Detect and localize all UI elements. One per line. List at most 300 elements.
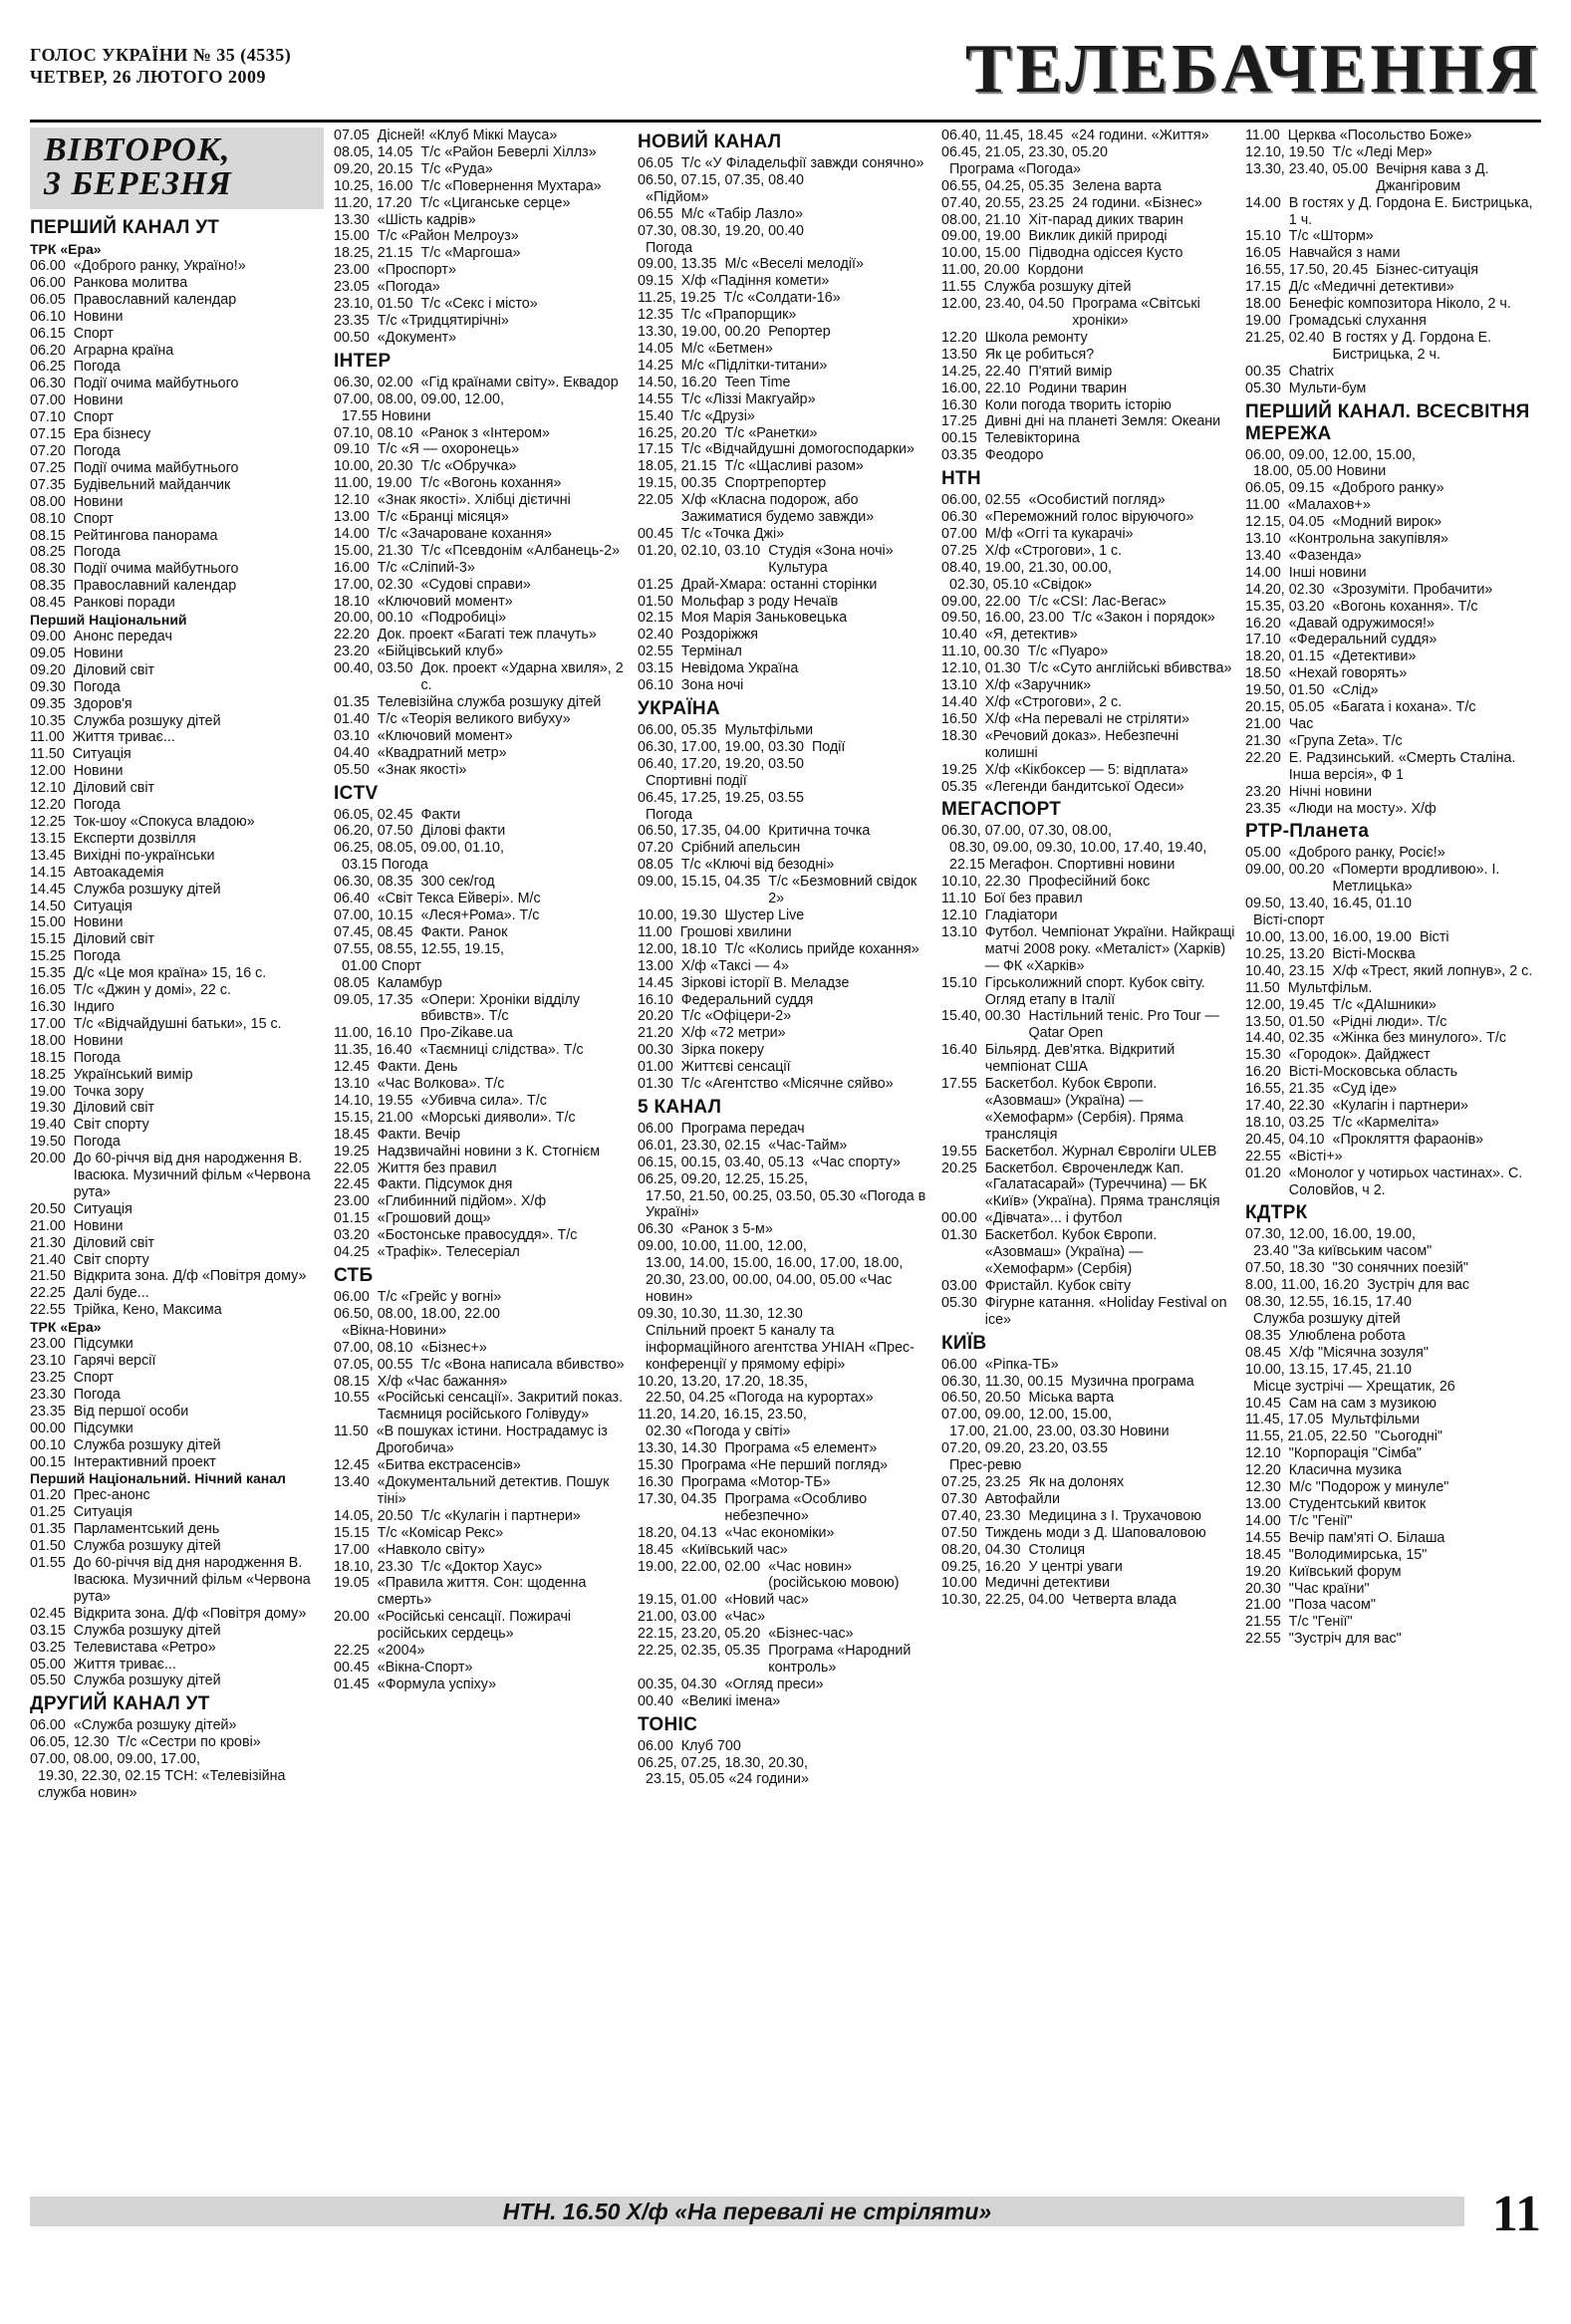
channel-heading: ІНТЕР bbox=[334, 350, 392, 372]
programme-title: 08.30, 09.00, 09.30, 10.00, 17.40, 19.40, 22.15 Мегафон. Спортивні новини bbox=[949, 840, 1207, 874]
channel-heading: ДРУГИЙ КАНАЛ УТ bbox=[30, 1693, 210, 1715]
schedule-time: 13.50 bbox=[941, 346, 977, 363]
schedule-entry bbox=[1245, 1631, 1539, 1648]
schedule-entry bbox=[1245, 463, 1539, 480]
schedule-entry bbox=[334, 279, 628, 296]
schedule-time: 07.20 bbox=[638, 840, 673, 857]
schedule-entry bbox=[941, 874, 1235, 891]
schedule-entry bbox=[638, 1771, 931, 1788]
schedule-entry bbox=[941, 364, 1235, 381]
programme-title: Настільний теніс. Pro Tour — Qatar Open bbox=[1028, 1008, 1219, 1042]
schedule-time: 09.20 bbox=[30, 661, 66, 678]
schedule-time: 09.00, 15.15, 04.35 bbox=[638, 874, 761, 891]
schedule-entry bbox=[941, 195, 1235, 212]
schedule-entry bbox=[30, 1404, 324, 1420]
programme-title: Футбол. Чемпіонат України. Найкращі матчі 2008 року. «Металіст» (Харків) — ФК «Харків» bbox=[984, 923, 1235, 974]
schedule-time: 23.35 bbox=[1245, 800, 1281, 817]
schedule-entry bbox=[638, 975, 931, 992]
promo-text: НТН. 16.50 Х/ф «На перевалі не стріляти» bbox=[502, 2198, 992, 2224]
schedule-time: 06.50, 08.00, 18.00, 22.00 bbox=[334, 1305, 500, 1322]
schedule-time: 8.00, 11.00, 16.20 bbox=[1245, 1277, 1360, 1294]
channel-heading: УКРАЇНА bbox=[638, 698, 720, 719]
schedule-entry bbox=[941, 1508, 1235, 1525]
schedule-entry bbox=[30, 1717, 324, 1734]
schedule-time: 06.10 bbox=[638, 677, 673, 694]
programme-title: Т/с «Закон і порядок» bbox=[1072, 610, 1215, 627]
programme-title: Діловий світ bbox=[73, 1234, 155, 1251]
programme-title: «Російські сенсації». Закритий показ. Таємниця російського Голівуду» bbox=[377, 1390, 624, 1423]
programme-title: «Вісті+» bbox=[1288, 1148, 1343, 1164]
programme-title: Парламентський день bbox=[73, 1521, 220, 1538]
schedule-entry bbox=[941, 509, 1235, 526]
programme-title: Вихідні по-українськи bbox=[73, 847, 215, 864]
schedule-time: 12.45 bbox=[334, 1457, 370, 1474]
schedule-entry bbox=[334, 458, 628, 475]
schedule-time: 20.25 bbox=[941, 1160, 977, 1176]
programme-title: Т/с «Маргоша» bbox=[420, 245, 521, 262]
schedule-entry bbox=[334, 1357, 628, 1374]
schedule-time: 11.55, 21.05, 22.50 bbox=[1245, 1428, 1368, 1445]
schedule-entry bbox=[1245, 1379, 1539, 1396]
programme-title: "Поза часом" bbox=[1288, 1597, 1376, 1614]
schedule-time: 01.40 bbox=[334, 710, 370, 727]
schedule-time: 11.35, 16.40 bbox=[334, 1042, 412, 1059]
schedule-entry bbox=[334, 644, 628, 660]
schedule-entry bbox=[638, 924, 931, 941]
programme-title: Мольфар з роду Нечаїв bbox=[680, 593, 839, 610]
schedule-time: 09.00, 13.35 bbox=[638, 256, 717, 273]
programme-title: Гірськолижний спорт. Кубок світу. Огляд етапу в Італії bbox=[984, 974, 1205, 1008]
schedule-time: 19.15, 00.35 bbox=[638, 475, 717, 492]
schedule-entry bbox=[1245, 1149, 1539, 1165]
programme-title bbox=[1424, 1226, 1539, 1243]
programme-title: «Знак якості». Хлібці дієтичні bbox=[377, 492, 571, 509]
programme-title: Служба розшуку дітей bbox=[73, 881, 221, 898]
schedule-time: 06.00, 02.55 bbox=[941, 492, 1021, 509]
schedule-time: 10.30, 22.25, 04.00 bbox=[941, 1592, 1065, 1609]
schedule-entry bbox=[941, 144, 1235, 161]
schedule-entry bbox=[638, 1457, 931, 1474]
schedule-entry bbox=[941, 660, 1235, 677]
schedule-time: 15.15, 21.00 bbox=[334, 1109, 413, 1126]
schedule-time: 06.00 bbox=[638, 1120, 673, 1137]
schedule-entry bbox=[30, 528, 324, 545]
programme-title: Більярд. Дев'ятка. Відкритий чемпіонат США bbox=[984, 1042, 1176, 1076]
programme-title: Новини bbox=[73, 392, 124, 409]
schedule-entry bbox=[334, 441, 628, 458]
schedule-entry bbox=[334, 694, 628, 711]
schedule-time bbox=[638, 1771, 646, 1788]
programme-title: Служба розшуку дітей bbox=[983, 279, 1132, 296]
programme-title: Телевікторина bbox=[984, 430, 1080, 447]
schedule-entry bbox=[638, 290, 931, 307]
schedule-time: 16.40 bbox=[941, 1042, 977, 1059]
schedule-entry bbox=[941, 178, 1235, 195]
schedule-entry bbox=[1245, 616, 1539, 633]
schedule-entry bbox=[1245, 1081, 1539, 1098]
schedule-entry bbox=[334, 526, 628, 543]
programme-title: «Знак якості» bbox=[377, 761, 467, 778]
schedule-entry bbox=[941, 413, 1235, 430]
programme-title: Погода bbox=[73, 948, 121, 965]
schedule-entry bbox=[1245, 682, 1539, 699]
schedule-entry bbox=[30, 494, 324, 511]
programme-title: «Доброго ранку, Україно!» bbox=[73, 258, 246, 274]
programme-title: Т/с «Пуаро» bbox=[1027, 644, 1109, 660]
schedule-time: 01.00 bbox=[638, 1059, 673, 1076]
schedule-time: 00.15 bbox=[30, 1453, 66, 1470]
schedule-entry bbox=[638, 441, 931, 458]
schedule-entry bbox=[1245, 531, 1539, 548]
schedule-entry bbox=[941, 1374, 1235, 1391]
programme-title: «Леся+Рома». Т/с bbox=[420, 906, 540, 923]
programme-title: 23.40 "За київським часом" bbox=[1253, 1243, 1433, 1260]
programme-title: Т/с «Теорія великого вибуху» bbox=[377, 710, 571, 727]
channel-heading: НТН bbox=[941, 468, 981, 490]
schedule-time: 21.00, 03.00 bbox=[638, 1609, 717, 1626]
schedule-time: 06.45, 17.25, 19.25, 03.55 bbox=[638, 789, 804, 806]
programme-title: Служба розшуку дітей bbox=[73, 1673, 221, 1689]
schedule-time: 06.00 bbox=[941, 1356, 977, 1373]
schedule-entry bbox=[30, 1353, 324, 1370]
schedule-time: 18.50 bbox=[1245, 665, 1281, 682]
schedule-time: 15.15 bbox=[334, 1524, 370, 1541]
schedule-time bbox=[941, 840, 949, 874]
schedule-entry bbox=[334, 1423, 628, 1457]
schedule-entry bbox=[638, 1542, 931, 1559]
schedule-entry bbox=[30, 899, 324, 915]
schedule-time: 18.00 bbox=[30, 1032, 66, 1049]
schedule-entry bbox=[941, 711, 1235, 728]
programme-title: Погода bbox=[646, 806, 693, 823]
schedule-time bbox=[638, 240, 646, 257]
programme-title: Родини тварин bbox=[1028, 380, 1127, 396]
schedule-entry bbox=[334, 228, 628, 245]
programme-title: М/с «Табір Лазло» bbox=[680, 205, 804, 222]
programme-title: Коли погода творить історію bbox=[984, 396, 1172, 413]
programme-title: «Зрозуміти. Пробачити» bbox=[1332, 581, 1493, 598]
schedule-entry bbox=[334, 728, 628, 745]
schedule-entry bbox=[334, 924, 628, 941]
schedule-time: 07.00, 08.00, 09.00, 12.00, bbox=[334, 390, 504, 407]
programme-title: Т/с «Суто англійські вбивства» bbox=[1028, 660, 1232, 677]
schedule-entry bbox=[334, 660, 628, 694]
schedule-entry bbox=[1245, 1479, 1539, 1496]
schedule-time: 07.05, 00.55 bbox=[334, 1356, 413, 1373]
schedule-entry bbox=[941, 212, 1235, 229]
programme-title: «Контрольна закупівля» bbox=[1288, 531, 1448, 548]
schedule-time: 16.30 bbox=[638, 1473, 673, 1490]
sub-channel-label: Перший Національний bbox=[30, 612, 187, 629]
programme-title: Служба розшуку дітей bbox=[73, 1622, 221, 1639]
programme-title: «Час Волкова». Т/с bbox=[377, 1076, 505, 1093]
schedule-entry bbox=[30, 948, 324, 965]
schedule-entry bbox=[334, 807, 628, 824]
programme-title: «Фазенда» bbox=[1288, 547, 1362, 564]
schedule-time: 20.30 bbox=[1245, 1580, 1281, 1597]
schedule-time: 11.00, 20.00 bbox=[941, 262, 1020, 279]
schedule-entry bbox=[30, 831, 324, 848]
schedule-time: 18.15 bbox=[30, 1049, 66, 1066]
schedule-time: 19.30 bbox=[30, 1100, 66, 1117]
programme-title: «Час спорту» bbox=[811, 1154, 901, 1170]
programme-title: Індиго bbox=[73, 998, 115, 1015]
schedule-time: 16.55, 21.35 bbox=[1245, 1081, 1325, 1098]
schedule-entry bbox=[30, 1751, 324, 1768]
schedule-entry bbox=[334, 975, 628, 992]
schedule-time: 21.00 bbox=[30, 1217, 66, 1234]
schedule-entry bbox=[1245, 1328, 1539, 1345]
schedule-entry bbox=[30, 1487, 324, 1504]
programme-title: «Рідні люди». Т/с bbox=[1332, 1013, 1447, 1030]
schedule-entry bbox=[941, 1474, 1235, 1491]
header-divider bbox=[30, 120, 1541, 123]
programme-title: Т/с «Псевдонім «Албанець-2» bbox=[420, 542, 621, 559]
programme-title: Мультфільм. bbox=[1287, 979, 1373, 996]
programme-title bbox=[512, 391, 628, 408]
programme-title: Х/ф «Падіння комети» bbox=[680, 273, 830, 290]
schedule-time: 07.30, 12.00, 16.00, 19.00, bbox=[1245, 1226, 1416, 1243]
schedule-time: 01.30 bbox=[941, 1227, 977, 1244]
schedule-entry bbox=[941, 279, 1235, 296]
schedule-time: 15.10 bbox=[941, 974, 977, 991]
schedule-time: 11.50 bbox=[334, 1423, 369, 1440]
schedule-entry bbox=[30, 460, 324, 477]
programme-title: Четверта влада bbox=[1072, 1592, 1177, 1609]
programme-title: Т/с «Колись прийде кохання» bbox=[724, 940, 919, 957]
programme-title: «Подробиці» bbox=[420, 610, 507, 627]
schedule-time: 06.00 bbox=[30, 258, 66, 274]
programme-title: Т/с «Сліпий-3» bbox=[377, 559, 475, 576]
issue-date: ЧЕТВЕР, 26 ЛЮТОГО 2009 bbox=[30, 67, 266, 87]
schedule-time bbox=[334, 408, 342, 425]
schedule-time bbox=[1245, 463, 1253, 480]
programme-title: Як на долонях bbox=[1028, 1473, 1125, 1490]
schedule-entry bbox=[334, 1677, 628, 1693]
programme-title: Х/ф «На перевалі не стріляти» bbox=[984, 710, 1189, 727]
programme-title: «Слід» bbox=[1332, 682, 1379, 699]
schedule-entry bbox=[1245, 1294, 1539, 1311]
schedule-entry bbox=[30, 1016, 324, 1033]
schedule-entry bbox=[30, 1606, 324, 1623]
schedule-time: 06.40 bbox=[334, 891, 370, 907]
programme-title: Т/с «Руда» bbox=[420, 160, 493, 177]
schedule-entry bbox=[1245, 1098, 1539, 1115]
programme-title: Т/с «Зачароване кохання» bbox=[377, 525, 552, 542]
schedule-entry bbox=[1245, 1014, 1539, 1031]
schedule-time: 19.00 bbox=[30, 1083, 66, 1100]
programme-title: Погода bbox=[73, 678, 121, 695]
schedule-time: 10.00, 15.00 bbox=[941, 245, 1021, 262]
schedule-entry bbox=[334, 1323, 628, 1340]
schedule-time: 07.30, 08.30, 19.20, 00.40 bbox=[638, 222, 804, 239]
schedule-time: 13.00 bbox=[334, 509, 370, 526]
schedule-time: 03.15 bbox=[638, 660, 673, 677]
programme-title: Бізнес-ситуація bbox=[1376, 262, 1478, 279]
programme-title: Факти. Підсумок дня bbox=[377, 1176, 513, 1193]
schedule-time: 06.00 bbox=[638, 1737, 673, 1754]
schedule-entry bbox=[941, 1278, 1235, 1295]
programme-title: Життя триває... bbox=[72, 729, 175, 746]
programme-title: Програма передач bbox=[680, 1120, 805, 1137]
schedule-time bbox=[334, 958, 342, 975]
schedule-time: 04.25 bbox=[334, 1244, 370, 1261]
schedule-entry bbox=[334, 840, 628, 857]
schedule-time: 11.10 bbox=[941, 891, 976, 907]
programme-title: Т/с «Відчайдушні батьки», 15 с. bbox=[73, 1015, 282, 1032]
programme-title: Будівельний майданчик bbox=[73, 476, 231, 493]
schedule-entry bbox=[334, 1474, 628, 1508]
programme-title: Х/ф «Кікбоксер — 5: відплата» bbox=[984, 761, 1188, 778]
schedule-time: 10.40, 23.15 bbox=[1245, 962, 1325, 979]
programme-title: Зустріч для вас bbox=[1367, 1277, 1470, 1294]
programme-title: Т/с «Район Мелроуз» bbox=[377, 228, 519, 245]
programme-title: Події очима майбутнього bbox=[73, 459, 239, 476]
schedule-time: 16.55, 17.50, 20.45 bbox=[1245, 262, 1369, 279]
schedule-entry bbox=[334, 1542, 628, 1559]
programme-title: Т/с «Кулагін і партнери» bbox=[420, 1507, 581, 1524]
schedule-time: 17.00 bbox=[334, 1541, 370, 1558]
programme-title: Програма «Погода» bbox=[949, 160, 1082, 177]
schedule-entry bbox=[1245, 548, 1539, 565]
programme-title: «Битва екстрасенсів» bbox=[377, 1457, 521, 1474]
schedule-entry bbox=[334, 1289, 628, 1306]
schedule-entry bbox=[1245, 1412, 1539, 1428]
programme-title: Баскетбол. Кубок Європи. «Азовмаш» (Україна) — «Хемофарм» (Сербія). Пряма трансляція bbox=[984, 1076, 1183, 1143]
programme-title: Док. проект «Ударна хвиля», 2 с. bbox=[420, 660, 624, 694]
schedule-entry bbox=[1245, 262, 1539, 279]
programme-title: Погода bbox=[73, 1049, 121, 1066]
schedule-time: 08.00 bbox=[30, 493, 66, 510]
schedule-time: 12.00, 19.45 bbox=[1245, 996, 1325, 1013]
programme-title: Події очима майбутнього bbox=[73, 561, 239, 578]
schedule-entry bbox=[334, 874, 628, 891]
programme-title: «Дівчата»... і футбол bbox=[984, 1210, 1123, 1227]
schedule-time: 09.30 bbox=[30, 678, 66, 695]
schedule-time bbox=[1245, 1311, 1253, 1328]
programme-title: Кордони bbox=[1027, 262, 1084, 279]
programme-title: Час bbox=[1288, 716, 1314, 732]
programme-title: Автофайли bbox=[984, 1490, 1060, 1507]
schedule-time: 12.10 bbox=[30, 780, 66, 797]
schedule-time: 18.00 bbox=[1245, 296, 1281, 313]
schedule-time: 06.15 bbox=[30, 325, 66, 342]
schedule-time: 06.40, 11.45, 18.45 bbox=[941, 128, 1064, 143]
schedule-time: 08.40, 19.00, 21.30, 00.00, bbox=[941, 559, 1112, 576]
schedule-entry bbox=[638, 1407, 931, 1423]
schedule-time: 11.20, 14.20, 16.15, 23.50, bbox=[638, 1407, 807, 1423]
programme-title: «Вогонь кохання». Т/с bbox=[1332, 598, 1478, 615]
programme-title: Відкрита зона. Д/ф «Повітря дому» bbox=[73, 1268, 307, 1285]
schedule-entry bbox=[334, 1176, 628, 1193]
schedule-time: 06.30, 07.00, 07.30, 08.00, bbox=[941, 823, 1112, 840]
programme-title: Грошові хвилини bbox=[679, 923, 792, 940]
schedule-entry bbox=[941, 1423, 1235, 1440]
schedule-time: 17.15 bbox=[1245, 279, 1281, 296]
schedule-time: 09.00, 00.20 bbox=[1245, 862, 1325, 879]
schedule-entry bbox=[941, 627, 1235, 644]
programme-title: «Ключовий момент» bbox=[377, 727, 513, 744]
schedule-entry bbox=[638, 256, 931, 273]
schedule-entry bbox=[1245, 1226, 1539, 1243]
programme-title: Т/с «Щасливі разом» bbox=[724, 458, 864, 475]
programme-title: 23.15, 05.05 «24 години» bbox=[646, 1771, 809, 1788]
schedule-entry bbox=[334, 144, 628, 161]
schedule-time: 22.25 bbox=[334, 1643, 370, 1660]
schedule-time: 10.40 bbox=[941, 627, 977, 644]
schedule-time: 15.00, 21.30 bbox=[334, 542, 413, 559]
schedule-time: 10.00, 20.30 bbox=[334, 458, 413, 475]
programme-title: «Городок». Дайджест bbox=[1288, 1047, 1431, 1064]
channel-heading: РТР-Планета bbox=[1245, 821, 1370, 843]
schedule-time: 08.45 bbox=[1245, 1344, 1281, 1361]
programme-title: "30 сонячних поезій" bbox=[1332, 1260, 1468, 1277]
programme-title: Т/с «CSI: Лас-Вегас» bbox=[1028, 593, 1167, 610]
schedule-time: 08.15 bbox=[30, 527, 66, 544]
schedule-time: 01.25 bbox=[638, 576, 673, 593]
schedule-time: 16.00, 22.10 bbox=[941, 380, 1021, 396]
schedule-time: 06.00 bbox=[334, 1289, 370, 1305]
schedule-entry bbox=[1245, 699, 1539, 716]
schedule-time: 17.25 bbox=[941, 413, 977, 430]
schedule-entry bbox=[30, 1218, 324, 1235]
schedule-time: 00.50 bbox=[334, 329, 370, 346]
schedule-entry bbox=[30, 1734, 324, 1751]
schedule-time: 07.55, 08.55, 12.55, 19.15, bbox=[334, 940, 504, 957]
programme-title: Події очима майбутнього bbox=[73, 376, 239, 392]
programme-title: «Група Zeta». Т/с bbox=[1288, 732, 1403, 749]
programme-title: Драй-Хмара: останні сторінки bbox=[680, 576, 878, 593]
schedule-time: 11.00 bbox=[30, 729, 65, 746]
schedule-entry bbox=[334, 1093, 628, 1110]
programme-title bbox=[816, 1171, 931, 1188]
programme-title: Т/с «У Філадельфії завжди сонячно» bbox=[680, 155, 924, 171]
programme-title: Т/с «Сестри по крові» bbox=[117, 1734, 261, 1751]
schedule-time: 18.20, 04.13 bbox=[638, 1524, 717, 1541]
channel-heading: ПЕРШИЙ КАНАЛ УТ bbox=[30, 217, 220, 238]
schedule-time: 14.15 bbox=[30, 864, 66, 881]
schedule-time: 14.55 bbox=[638, 390, 673, 407]
programme-title: Баскетбол. Євроченледж Кап. «Галатасарай» (Туреччина) — БК «Київ» (Україна). Пряма трансляція bbox=[984, 1160, 1220, 1210]
schedule-time: 22.55 bbox=[1245, 1631, 1281, 1648]
schedule-time: 00.45 bbox=[638, 525, 673, 542]
schedule-time: 11.45, 17.05 bbox=[1245, 1412, 1324, 1428]
schedule-entry bbox=[638, 807, 931, 824]
programme-title: «Особистий погляд» bbox=[1028, 492, 1166, 509]
programme-title: Відкрита зона. Д/ф «Повітря дому» bbox=[73, 1605, 307, 1622]
programme-title bbox=[812, 790, 931, 807]
schedule-entry bbox=[334, 262, 628, 279]
schedule-entry bbox=[30, 275, 324, 292]
schedule-entry bbox=[941, 245, 1235, 262]
schedule-entry bbox=[1245, 1564, 1539, 1581]
schedule-time: 03.35 bbox=[941, 447, 977, 464]
programme-title: Спільний проект 5 каналу та інформаційного агентства УНІАН «Прес-конференції у прямому ефірі» bbox=[646, 1322, 915, 1373]
schedule-time: 15.10 bbox=[1245, 228, 1281, 245]
schedule-time: 23.00 bbox=[334, 262, 370, 279]
schedule-time: 09.30, 10.30, 11.30, 12.30 bbox=[638, 1305, 803, 1322]
schedule-entry bbox=[638, 722, 931, 739]
schedule-time: 07.20 bbox=[30, 442, 66, 459]
programme-title: Т/с «Друзі» bbox=[680, 407, 755, 424]
programme-title: Новини bbox=[73, 1032, 124, 1049]
schedule-entry bbox=[638, 375, 931, 391]
channel-heading: 5 КАНАЛ bbox=[638, 1096, 722, 1118]
schedule-entry bbox=[638, 756, 931, 773]
programme-title: Спорт bbox=[73, 325, 114, 342]
programme-title: «Суд іде» bbox=[1332, 1081, 1398, 1098]
schedule-entry bbox=[30, 443, 324, 460]
